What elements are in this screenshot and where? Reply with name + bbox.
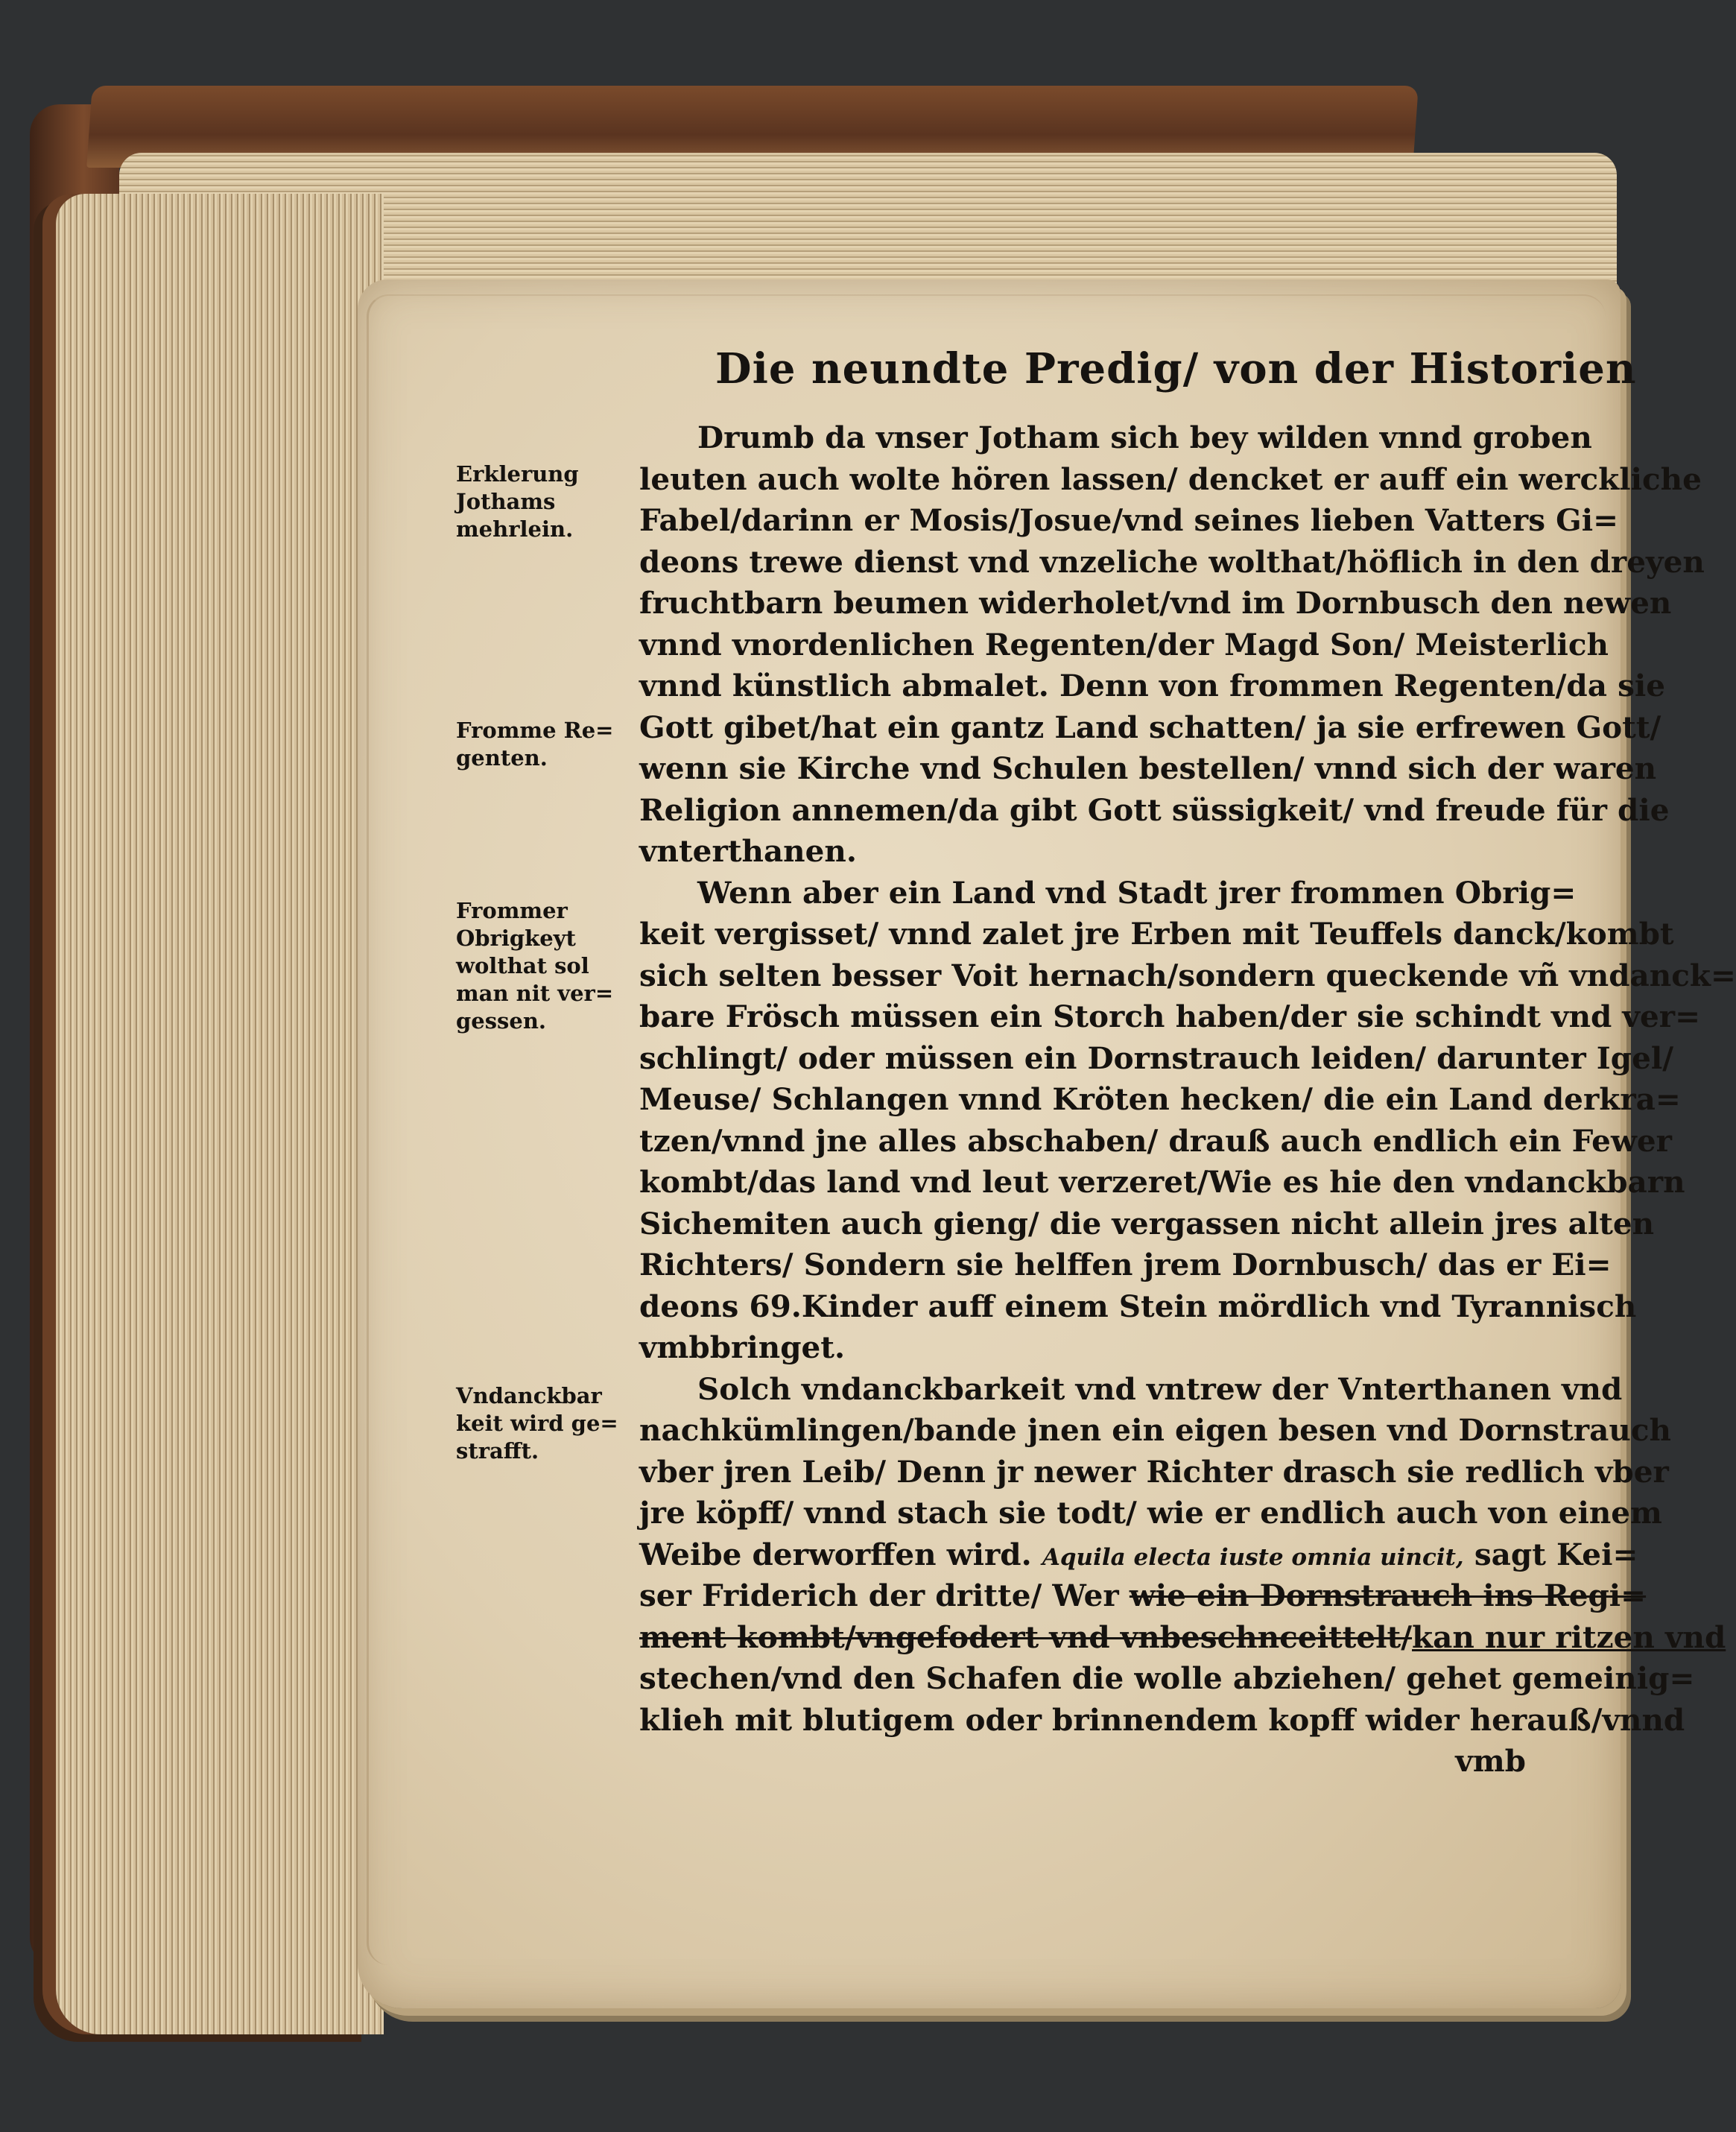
text-line: tzen/vnnd jne alles abschaben/ drauß auch endlich ein Fewer: [639, 1122, 1672, 1159]
text-line: Meuse/ Schlangen vnnd Kröten hecken/ die ein Land derkra=: [639, 1081, 1681, 1117]
text-line: Fabel/darinn er Mosis/Josue/vnd seines lieben Vatters Gi=: [639, 502, 1619, 538]
text-line: vnterthanen.: [639, 833, 857, 869]
catchword: vmb: [1455, 1743, 1526, 1779]
text-line: Wenn aber ein Land vnd Stadt jrer frommen Obrig=: [697, 874, 1577, 911]
text-line: Sichemiten auch gieng/ die vergassen nicht allein jres alten: [639, 1205, 1655, 1241]
text-line: leuten auch wolte hören lassen/ dencket er auff ein werckliche: [639, 461, 1702, 497]
text-line: klieh mit blutigem oder brinnendem kopff wider herauß/vnnd: [639, 1701, 1685, 1738]
text-line: schlingt/ oder müssen ein Dornstrauch leiden/ darunter Igel/: [639, 1040, 1674, 1076]
margin-note-line: Obrigkeyt: [456, 926, 576, 951]
text-line: bare Frösch müssen ein Storch haben/der sie schindt vnd ver=: [639, 999, 1701, 1034]
margin-note-line: mehrlein.: [456, 516, 574, 542]
main-text-block: [639, 417, 1736, 1783]
margin-note-line: Jothams: [456, 489, 556, 514]
page-edges-left: [56, 194, 384, 2034]
margin-note-line: Frommer: [456, 898, 568, 923]
text-line: sich selten besser Voit hernach/sondern queckende vñ vndanck=: [639, 957, 1736, 993]
margin-note-line: gessen.: [456, 1008, 547, 1034]
text-line: vnnd vnordenlichen Regenten/der Magd Son/ Meisterlich: [639, 626, 1609, 662]
text-line: vber jren Leib/ Denn jr newer Richter drasch sie redlich vber: [639, 1453, 1669, 1490]
text-span: sagt Kei=: [1474, 1536, 1638, 1572]
text-line-ser: [639, 1575, 1647, 1617]
margin-note-3: [456, 897, 631, 1035]
text-line: Gott gibet/hat ein gantz Land schatten/ ja sie erfrewen Gott/: [639, 709, 1661, 745]
text-line: Religion annemen/da gibt Gott süssigkeit/ vnd freude für die: [639, 791, 1670, 828]
margin-note-line: wolthat sol: [456, 953, 589, 978]
margin-note-line: Fromme Re=: [456, 718, 614, 743]
underlined-text: kan nur ritzen vnd: [1412, 1619, 1726, 1655]
text-line: jre köpff/ vnnd stach sie todt/ wie er endlich auch von einem: [639, 1495, 1662, 1531]
text-line: vmbbringet.: [639, 1329, 846, 1365]
running-header: Die neundte Predig/ von der Historien: [715, 344, 1637, 393]
margin-note-line: Vndanckbar: [456, 1383, 602, 1408]
margin-note-1: [456, 461, 631, 543]
text-line: Drumb da vnser Jotham sich bey wilden vnnd groben: [697, 420, 1592, 455]
text-line: nachkümlingen/bande jnen ein eigen besen vnd Dornstrauch: [639, 1412, 1671, 1448]
margin-note-4: [456, 1382, 631, 1465]
text-line-ment: [639, 1617, 1726, 1659]
margin-note-2: [456, 717, 631, 772]
struck-text: wie ein Dornstrauch ins Regi=: [1129, 1578, 1647, 1613]
text-line: deons trewe dienst vnd vnzeliche wolthat/höflich in den dreyen: [639, 543, 1705, 580]
margin-note-line: genten.: [456, 745, 548, 771]
struck-text: ment kombt/vngefodert vnd vnbeschnceittelt/: [639, 1619, 1413, 1655]
text-line: kombt/das land vnd leut verzeret/Wie es hie den vndanckbarn: [639, 1164, 1685, 1200]
margin-note-line: keit wird ge=: [456, 1411, 618, 1436]
margin-note-line: strafft.: [456, 1438, 539, 1464]
latin-quote: Aquila electa iuste omnia uincit,: [1042, 1543, 1464, 1571]
text-line: Solch vndanckbarkeit vnd vntrew der Vnterthanen vnd: [697, 1370, 1623, 1407]
text-span: ser Friderich der dritte/ Wer: [639, 1578, 1119, 1613]
text-line: Richters/ Sondern sie helffen jrem Dornbusch/ das er Ei=: [639, 1247, 1612, 1282]
text-line-weibe: [639, 1534, 1638, 1576]
text-line: keit vergisset/ vnnd zalet jre Erben mit Teuffels danck/kombt: [639, 916, 1674, 952]
text-line: fruchtbarn beumen widerholet/vnd im Dornbusch den newen: [639, 585, 1672, 621]
margin-note-line: Erklerung: [456, 461, 579, 487]
text-line: vnnd künstlich abmalet. Denn von frommen Regenten/da sie: [639, 668, 1666, 703]
text-line: deons 69.Kinder auff einem Stein mördlich vnd Tyrannisch: [639, 1288, 1637, 1324]
text-span: Weibe derworffen wird.: [639, 1536, 1032, 1572]
text-line: wenn sie Kirche vnd Schulen bestellen/ vnnd sich der waren: [639, 750, 1657, 786]
text-line: stechen/vnd den Schafen die wolle abziehen/ gehet gemeinig=: [639, 1660, 1695, 1696]
margin-note-line: man nit ver=: [456, 981, 614, 1006]
